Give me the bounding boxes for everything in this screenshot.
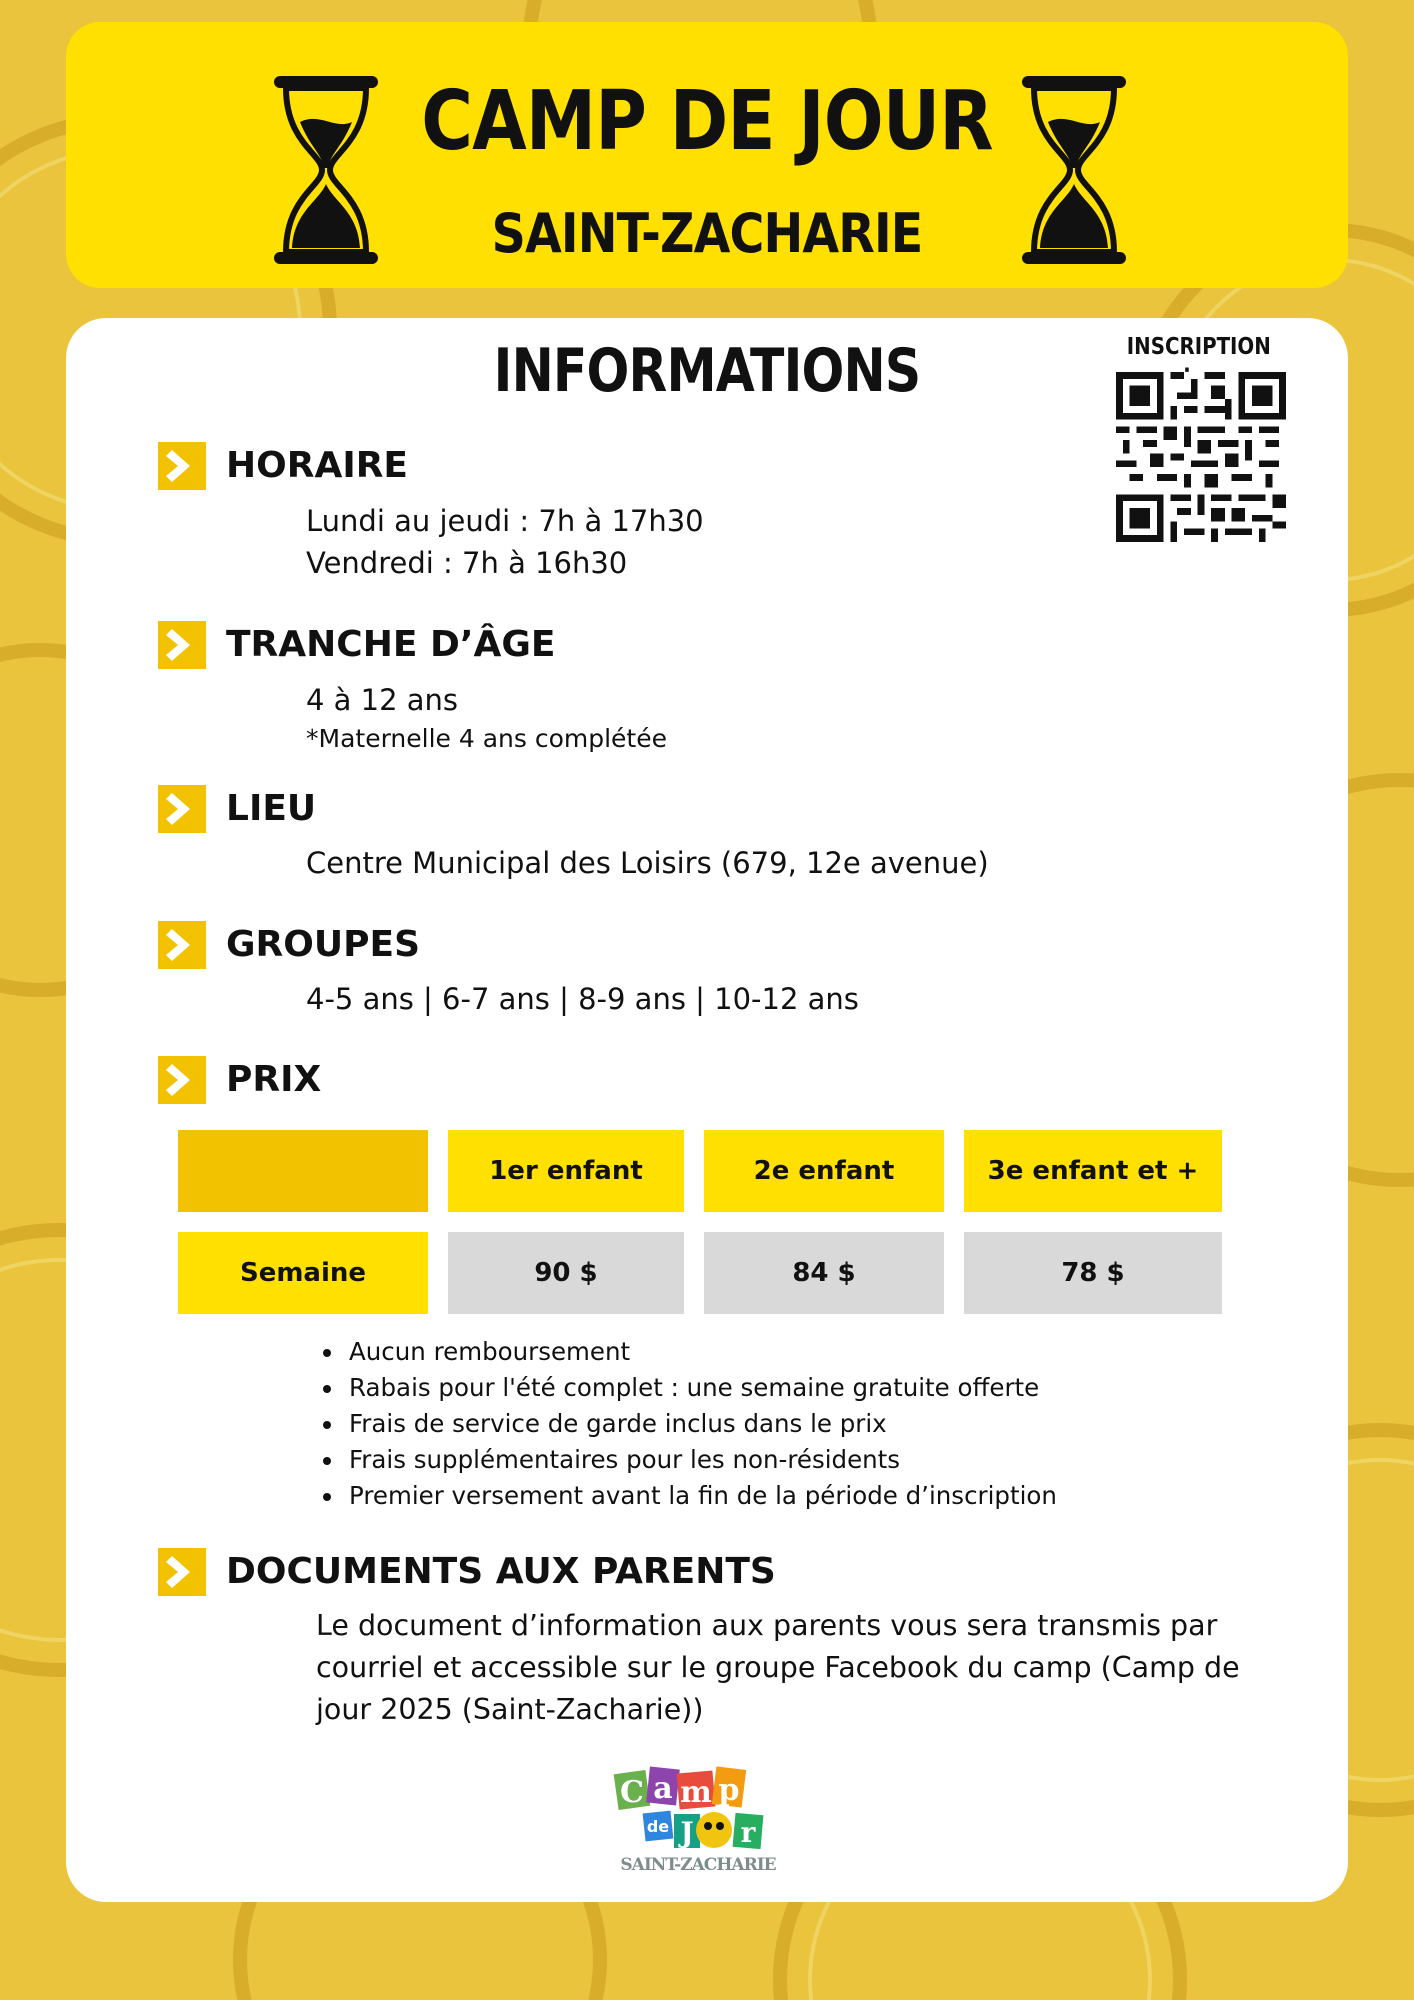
documents-text: Le document d’information aux parents vous sera transmis par courriel et accessible sur le groupe Facebook du camp (Camp de jour 2025 (Saint-Zacharie)) <box>316 1609 1240 1726</box>
camp-logo <box>610 1758 786 1880</box>
section-title: LIEU <box>226 788 317 829</box>
table-header-cell: 2e enfant <box>704 1130 944 1212</box>
camp-title: CAMP DE JOUR <box>421 74 993 169</box>
price-table <box>158 1110 1242 1334</box>
info-title: INFORMATIONS <box>493 336 921 406</box>
chevron-right-icon <box>158 921 206 969</box>
table-header-cell: 3e enfant et + <box>964 1130 1222 1212</box>
info-card <box>66 318 1348 1902</box>
table-cell: 84 $ <box>704 1232 944 1314</box>
table-cell: 90 $ <box>448 1232 684 1314</box>
groupes-line: 4-5 ans | 6-7 ans | 8-9 ans | 10-12 ans <box>306 982 859 1016</box>
chevron-right-icon <box>158 442 206 490</box>
list-item: • Aucun remboursement <box>345 1334 1057 1370</box>
chevron-right-icon <box>158 785 206 833</box>
chevron-right-icon <box>158 1548 206 1596</box>
camp-subtitle: SAINT-ZACHARIE <box>491 202 923 265</box>
list-item: • Frais supplémentaires pour les non-résidents <box>345 1442 1057 1478</box>
svg-text:C: C <box>620 1775 644 1810</box>
section-title: TRANCHE D’ÂGE <box>226 624 556 665</box>
table-row <box>178 1232 1222 1314</box>
lieu-line: Centre Municipal des Loisirs (679, 12e avenue) <box>306 846 989 880</box>
section-title: PRIX <box>226 1059 322 1100</box>
table-cell: 78 $ <box>964 1232 1222 1314</box>
svg-text:m: m <box>680 1775 712 1810</box>
svg-text:J: J <box>680 1816 694 1849</box>
svg-text:r: r <box>740 1816 756 1849</box>
section-title: HORAIRE <box>226 445 409 486</box>
svg-text:de: de <box>646 1817 670 1836</box>
section-title: GROUPES <box>226 924 421 965</box>
svg-text:p: p <box>718 1773 740 1808</box>
list-item: • Rabais pour l'été complet : une semaine gratuite offerte <box>345 1370 1057 1406</box>
section-title: DOCUMENTS AUX PARENTS <box>226 1551 776 1592</box>
title-banner <box>66 22 1348 288</box>
table-header-cell: 1er enfant <box>448 1130 684 1212</box>
horaire-line: Vendredi : 7h à 16h30 <box>306 546 628 580</box>
svg-text:a: a <box>653 1771 673 1806</box>
table-corner-cell <box>178 1130 428 1212</box>
svg-text:SAINT-ZACHARIE: SAINT-ZACHARIE <box>620 1855 776 1875</box>
table-header-row <box>178 1130 1222 1212</box>
list-item: • Frais de service de garde inclus dans le prix <box>345 1406 1057 1442</box>
qr-code-icon[interactable] <box>1116 372 1286 542</box>
age-line: 4 à 12 ans <box>306 683 459 717</box>
horaire-line: Lundi au jeudi : 7h à 17h30 <box>306 504 704 538</box>
chevron-right-icon <box>158 621 206 669</box>
list-item: • Premier versement avant la fin de la période d’inscription <box>345 1478 1057 1514</box>
age-note: *Maternelle 4 ans complétée <box>306 724 667 753</box>
chevron-right-icon <box>158 1056 206 1104</box>
inscription-label: INSCRIPTION <box>1126 334 1271 360</box>
price-notes-list <box>319 1334 1057 1514</box>
table-row-label: Semaine <box>178 1232 428 1314</box>
